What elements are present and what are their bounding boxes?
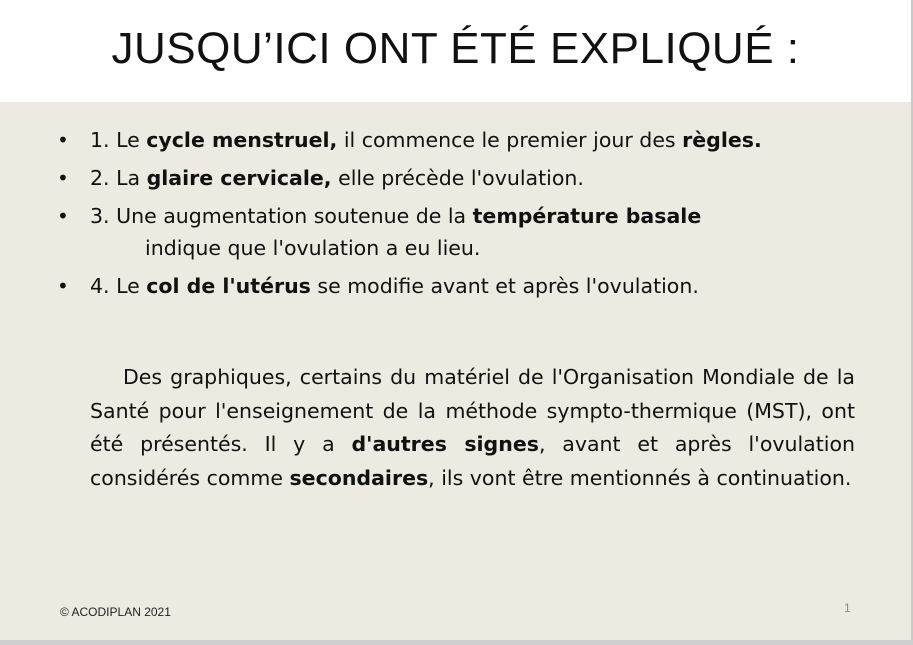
slide-shadow-bottom xyxy=(0,640,913,645)
bullet-bold-text: cycle menstruel, xyxy=(146,128,338,152)
body-paragraph xyxy=(90,361,855,495)
bullet-text: il commence le premier jour des xyxy=(337,128,683,152)
paragraph-bold-text: secondaires xyxy=(289,465,429,490)
bullet-bold-text: glaire cervicale, xyxy=(146,166,332,190)
copyright-footer: © ACODIPLAN 2021 xyxy=(60,605,171,619)
paragraph-bold-text: d'autres signes xyxy=(351,432,539,456)
bullet-text: 3. Une augmentation soutenue de la xyxy=(90,204,473,228)
title-band xyxy=(0,0,911,102)
bullet-item-1 xyxy=(57,124,887,156)
bullet-marker: • xyxy=(57,274,69,298)
bullet-marker: • xyxy=(57,128,69,152)
bullet-bold-text: température basale xyxy=(472,204,702,228)
page-number: 1 xyxy=(844,601,851,615)
bullet-continuation-text: indique que l'ovulation a eu lieu. xyxy=(145,236,481,260)
bullet-bold-text: col de l'utérus xyxy=(146,274,311,298)
bullet-text: se modifie avant et après l'ovulation. xyxy=(310,274,699,298)
paragraph-text: Des graphiques, certains du matériel de l'Organisation Mondiale de la Santé pour l'enseignement de la méthode sympto-thermique (MST), ont été présentés. Il y a xyxy=(90,365,855,456)
bullet-list xyxy=(57,124,887,308)
bullet-text: 2. La xyxy=(90,166,147,190)
slide-title: JUSQU’ICI ONT ÉTÉ EXPLIQUÉ : xyxy=(111,24,800,73)
bullet-item-2 xyxy=(57,162,887,194)
paragraph-text: , avant et après l'ovulation considérés comme xyxy=(90,432,856,490)
paragraph-text: , ils vont être mentionnés à continuation. xyxy=(428,465,852,490)
bullet-marker: • xyxy=(57,166,69,190)
bullet-item-4 xyxy=(57,270,887,302)
bullet-text: 4. Le xyxy=(90,274,147,298)
bullet-item-3 xyxy=(57,200,887,264)
bullet-text: elle précède l'ovulation. xyxy=(331,166,584,190)
bullet-marker: • xyxy=(57,204,69,228)
bullet-text: 1. Le xyxy=(90,128,147,152)
bullet-bold-text: règles. xyxy=(682,128,762,152)
